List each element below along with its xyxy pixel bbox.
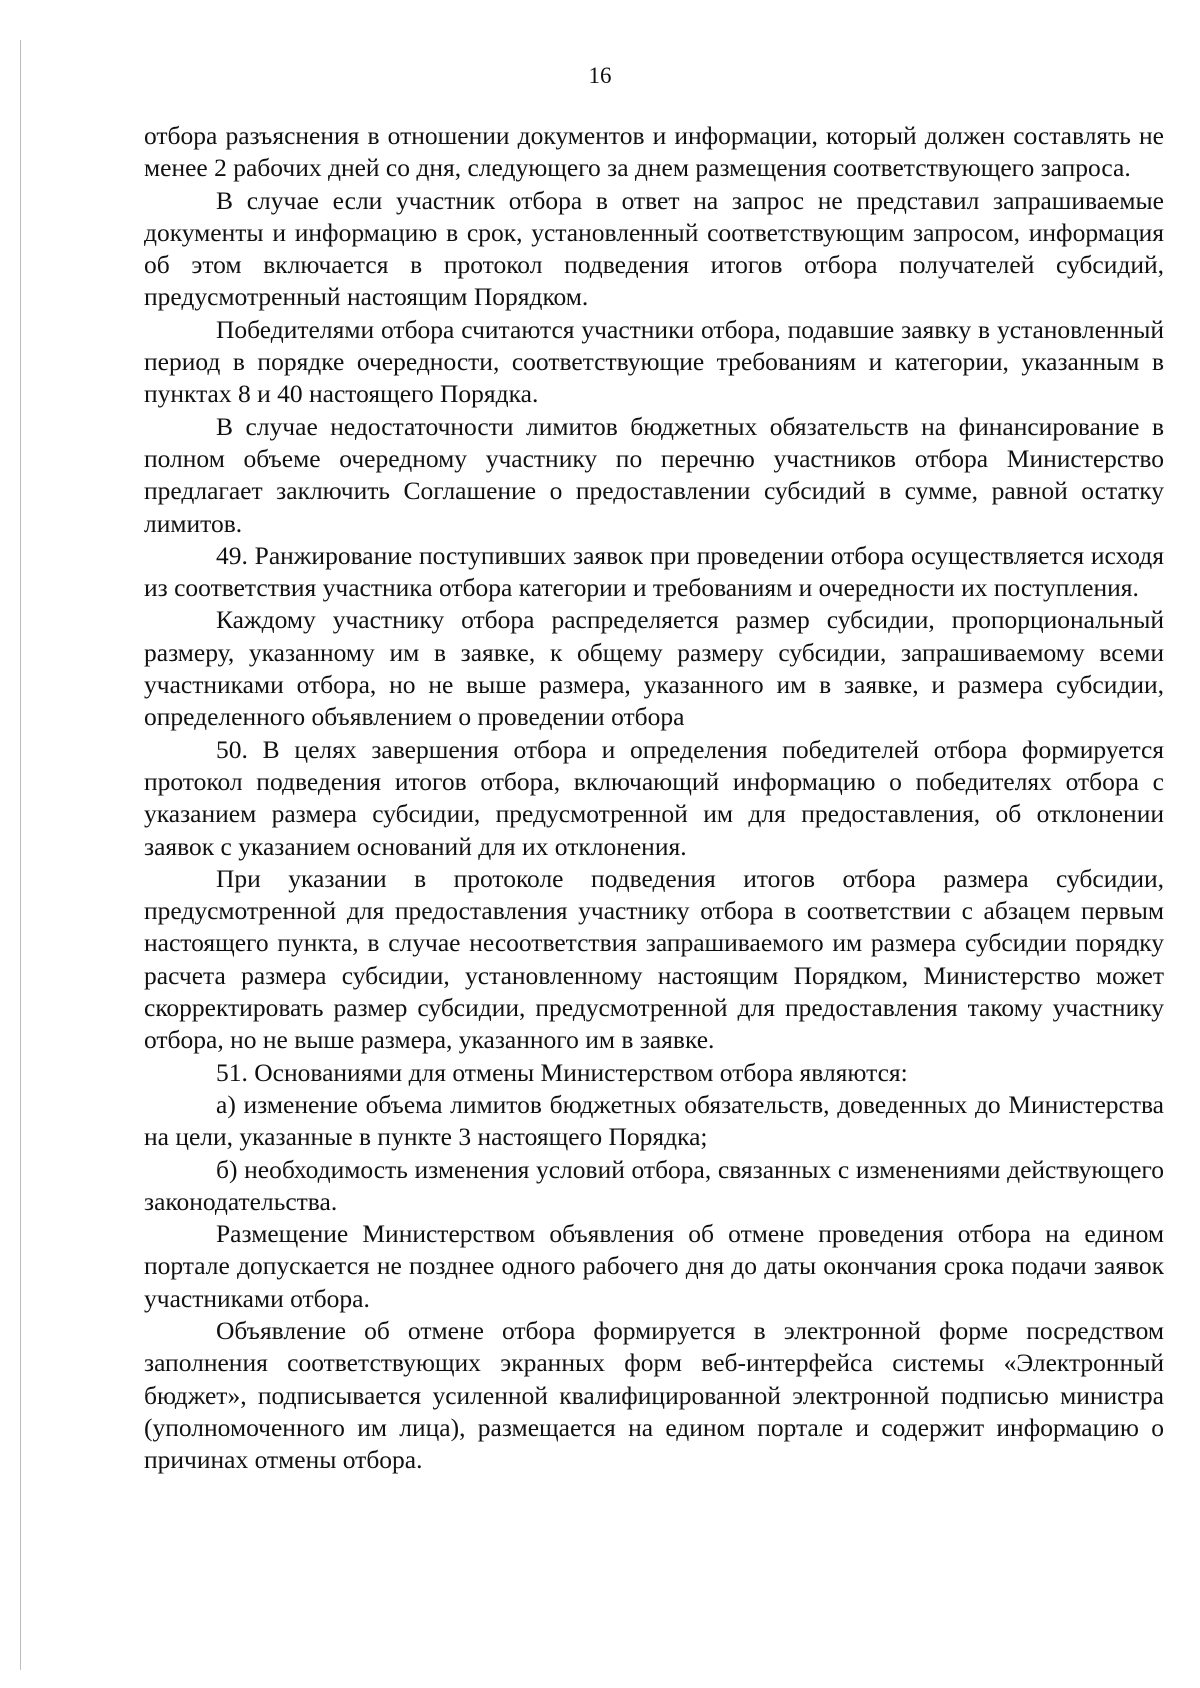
list-item-b: б) необходимость изменения условий отбора, связанных с изменениями действующего законодательства. <box>144 1154 1164 1216</box>
paragraph-continuation: отбора разъяснения в отношении документов и информации, который должен составлять не менее 2 рабочих дней со дня, следующего за днем размещения соответствующего запроса. <box>144 121 1164 183</box>
scan-left-edge <box>20 40 21 1670</box>
paragraph: Победителями отбора считаются участники отбора, подавшие заявку в установленный период в порядке очередности, соответствующие требованиям и категории, указанным в пунктах 8 и 40 настоящего Порядка. <box>144 314 1164 409</box>
paragraph: Объявление об отмене отбора формируется в электронной форме посредством заполнения соответствующих экранных форм веб-интерфейса системы «Электронный бюджет», подписывается усиленной квалифицированной электронной подписью министра (уполномоченного им лица), размещается на едином портале и содержит информацию о причинах отмены отбора. <box>144 1315 1164 1475</box>
paragraph-clause-50: 50. В целях завершения отбора и определения победителей отбора формируется протокол подведения итогов отбора, включающий информацию о победителях отбора с указанием размера субсидии, предусмотренной им для предоставления, об отклонении заявок с указанием оснований для их отклонения. <box>144 734 1164 861</box>
document-body <box>144 120 1164 1476</box>
paragraph: Каждому участнику отбора распределяется размер субсидии, пропорциональный размеру, указанному им в заявке, к общему размеру субсидии, запрашиваемому всеми участниками отбора, но не выше размера, указанного им в заявке, и размера субсидии, определенного объявлением о проведении отбора <box>144 605 1164 732</box>
list-item-a: а) изменение объема лимитов бюджетных обязательств, доведенных до Министерства на цели, указанные в пункте 3 настоящего Порядка; <box>144 1089 1164 1152</box>
paragraph: При указании в протоколе подведения итогов отбора размера субсидии, предусмотренной для предоставления участнику отбора в соответствии с абзацем первым настоящего пункта, в случае несоответствия запрашиваемого им размера субсидии порядку расчета размера субсидии, установленному настоящим Порядком, Министерство может скорректировать размер субсидии, предусмотренной для предоставления такому участнику отбора, но не выше размера, указанного им в заявке. <box>144 863 1164 1055</box>
paragraph-clause-49: 49. Ранжирование поступивших заявок при проведении отбора осуществляется исходя из соответствия участника отбора категории и требованиям и очередности их поступления. <box>144 540 1164 603</box>
paragraph-clause-51: 51. Основаниями для отмены Министерством отбора являются: <box>216 1057 908 1087</box>
paragraph: В случае недостаточности лимитов бюджетных обязательств на финансирование в полном объеме очередному участнику по перечню участников отбора Министерство предлагает заключить Соглашение о предоставлении субсидий в сумме, равной остатку лимитов. <box>144 411 1164 538</box>
page-number: 16 <box>588 63 612 88</box>
paragraph: Размещение Министерством объявления об отмене проведения отбора на едином портале допускается не позднее одного рабочего дня до даты окончания срока подачи заявок участниками отбора. <box>144 1219 1164 1313</box>
paragraph: В случае если участник отбора в ответ на запрос не представил запрашиваемые документы и информацию в срок, установленный соответствующим запросом, информация об этом включается в протокол подведения итогов отбора получателей субсидий, предусмотренный настоящим Порядком. <box>144 185 1164 312</box>
